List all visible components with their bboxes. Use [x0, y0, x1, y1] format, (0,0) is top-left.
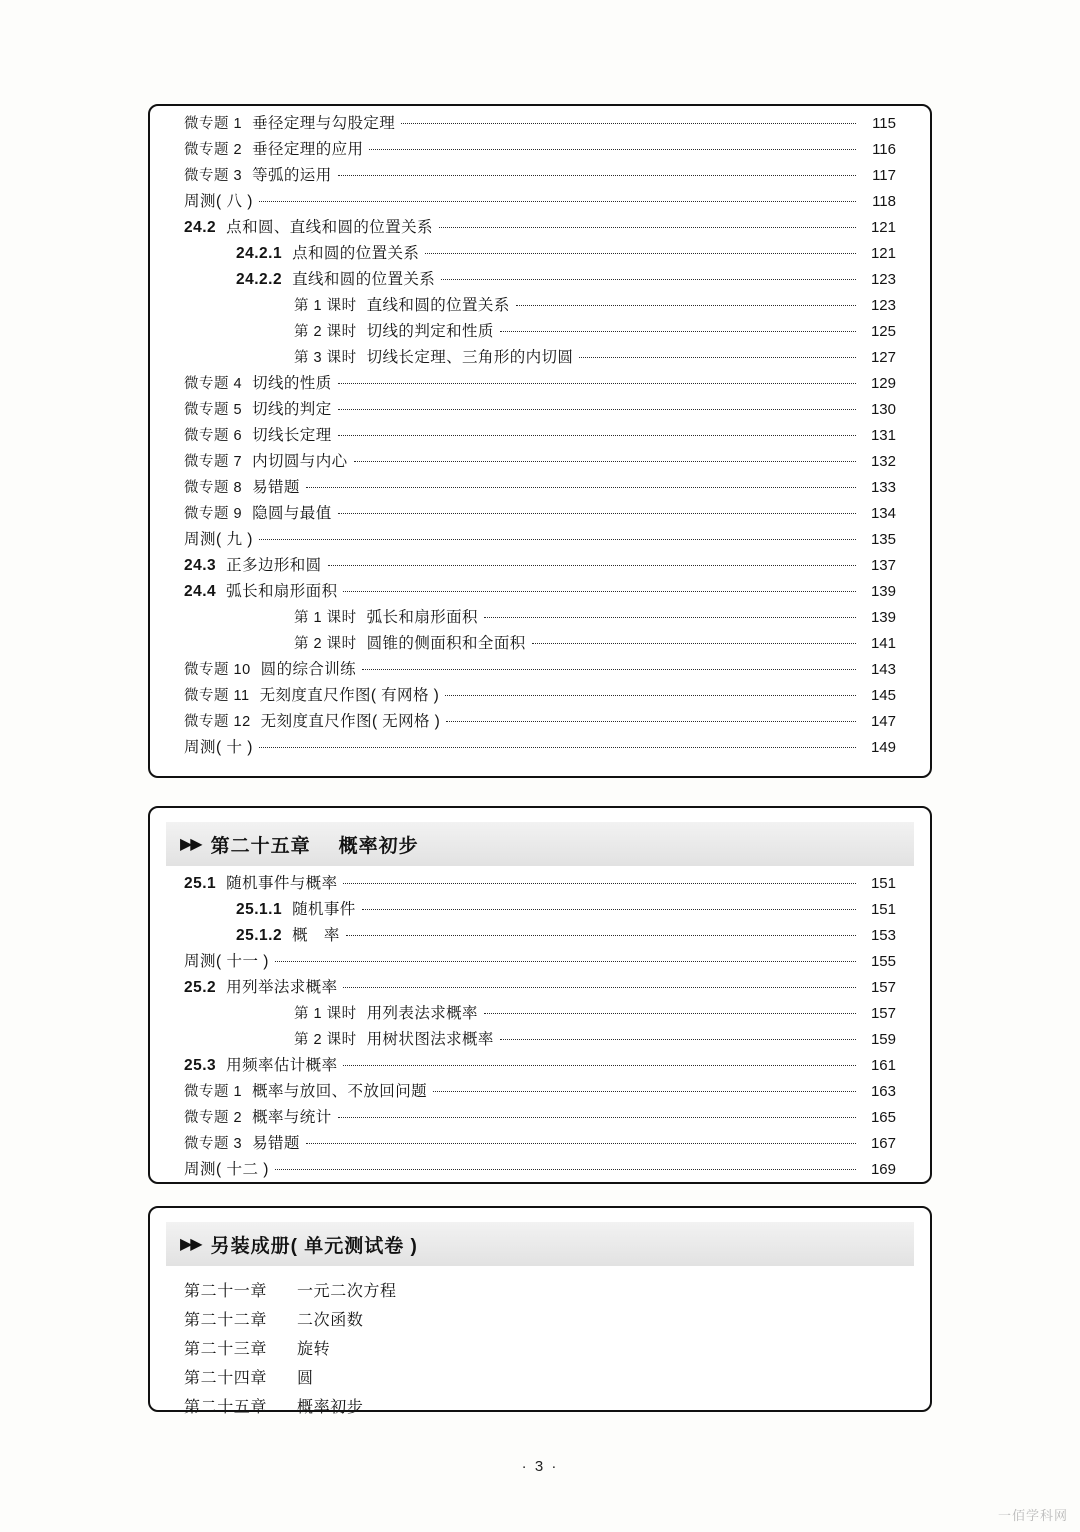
toc-entry[interactable] [184, 272, 896, 298]
toc-leader-dots [338, 409, 856, 410]
toc-entry-page-number: 137 [870, 557, 896, 574]
toc-entry-number: 微专题 4 [184, 376, 243, 392]
double-arrow-icon: ▶▶ [180, 1236, 201, 1253]
toc-entry[interactable] [184, 1110, 896, 1136]
toc-entry[interactable] [184, 428, 896, 454]
toc-entry-number: 微专题 8 [184, 480, 243, 496]
toc-entry-number: 微专题 12 [184, 714, 251, 730]
extra-booklet-item-chapter: 第二十一章 [184, 1283, 268, 1300]
toc-entry-number: 微专题 2 [184, 142, 243, 158]
toc-entry-label: 弧长和扇形面积 [226, 583, 338, 600]
extra-booklet-item-chapter: 第二十二章 [184, 1312, 268, 1329]
extra-booklet-item[interactable] [184, 1342, 896, 1371]
toc-entry-page-number: 169 [870, 1161, 896, 1178]
toc-entry-page-number: 149 [870, 739, 896, 756]
toc-entry-page-number: 157 [870, 979, 896, 996]
toc-entry-page-number: 123 [870, 271, 896, 288]
toc-entry-page-number: 139 [870, 609, 896, 626]
toc-entry[interactable] [184, 1032, 896, 1058]
toc-entry-page-number: 127 [870, 349, 896, 366]
toc-entry-label: 用列表法求概率 [366, 1005, 478, 1022]
toc-entry-page-number: 147 [870, 713, 896, 730]
toc-entry-label: 切线长定理 [252, 427, 332, 444]
toc-entry-number: 24.2 [184, 219, 217, 236]
toc-leader-dots [275, 961, 856, 962]
toc-entry[interactable] [184, 980, 896, 1006]
toc-entry-number: 25.1 [184, 875, 217, 892]
toc-entry[interactable] [184, 298, 896, 324]
extra-booklet-item-name: 旋转 [297, 1341, 331, 1358]
toc-entry[interactable] [184, 480, 896, 506]
toc-entry-label: 概率与放回、不放回问题 [252, 1083, 427, 1100]
extra-booklet-item-chapter: 第二十五章 [184, 1399, 268, 1416]
toc-entry[interactable] [184, 902, 896, 928]
toc-entry[interactable] [184, 402, 896, 428]
toc-entry-number: 微专题 5 [184, 402, 243, 418]
toc-leader-dots [362, 669, 856, 670]
toc-entry[interactable] [184, 584, 896, 610]
toc-leader-dots [439, 227, 856, 228]
toc-entry-page-number: 130 [870, 401, 896, 418]
extra-booklet-item[interactable] [184, 1400, 896, 1429]
chapter-25-number: 第二十五章 [210, 835, 311, 857]
toc-entry[interactable] [184, 928, 896, 954]
toc-leader-dots [343, 591, 856, 592]
toc-leader-dots [306, 1143, 856, 1144]
toc-entry-label: 用列举法求概率 [226, 979, 338, 996]
toc-entry-number: 24.4 [184, 583, 217, 600]
toc-entry-page-number: 123 [870, 297, 896, 314]
toc-entry-number: 周测( 十二 ) [184, 1161, 269, 1178]
toc-leader-dots [338, 175, 856, 176]
toc-entry-number: 微专题 3 [184, 168, 243, 184]
toc-entry[interactable] [184, 168, 896, 194]
toc-entry-number: 微专题 11 [184, 688, 250, 704]
toc-entry-number: 第 1 课时 [294, 298, 357, 314]
toc-entry[interactable] [184, 558, 896, 584]
toc-entry-page-number: 121 [870, 219, 896, 236]
toc-entry[interactable] [184, 324, 896, 350]
toc-entry-page-number: 141 [870, 635, 896, 652]
toc-entry-page-number: 139 [870, 583, 896, 600]
toc-entry-page-number: 133 [870, 479, 896, 496]
toc-entry[interactable] [184, 194, 896, 220]
toc-entry-number: 25.1.2 [236, 927, 283, 944]
toc-entry[interactable] [184, 610, 896, 636]
toc-entry-number: 24.2.2 [236, 271, 283, 288]
toc-entry-number: 25.1.1 [236, 901, 283, 918]
toc-entry-page-number: 118 [872, 193, 896, 210]
toc-leader-dots [306, 487, 856, 488]
toc-entry-number: 微专题 1 [184, 1084, 243, 1100]
extra-booklet-title: 另装成册( 单元测试卷 ) [210, 1235, 418, 1257]
toc-entry-label: 等弧的运用 [252, 167, 332, 184]
toc-leader-dots [338, 435, 856, 436]
toc-entry-label: 弧长和扇形面积 [366, 609, 478, 626]
toc-entry-label: 点和圆的位置关系 [292, 245, 420, 262]
toc-entry[interactable] [184, 246, 896, 272]
toc-leader-dots [401, 123, 856, 124]
toc-entry-number: 微专题 10 [184, 662, 251, 678]
toc-entry-label: 垂径定理的应用 [252, 141, 364, 158]
toc-leader-dots [425, 253, 856, 254]
toc-entry[interactable] [184, 532, 896, 558]
toc-leader-dots [343, 1065, 856, 1066]
toc-leader-dots [338, 1117, 856, 1118]
toc-leader-dots [259, 201, 856, 202]
toc-entry-label: 切线长定理、三角形的内切圆 [366, 349, 574, 366]
toc-leader-dots [441, 279, 856, 280]
toc-entry-page-number: 155 [870, 953, 896, 970]
toc-entry[interactable] [184, 1162, 896, 1188]
toc-entry-label: 概 率 [292, 927, 340, 944]
toc-entry[interactable] [184, 636, 896, 662]
chapter-24-toc-list [150, 106, 930, 766]
toc-leader-dots [259, 539, 856, 540]
toc-entry-page-number: 132 [870, 453, 896, 470]
toc-entry-page-number: 165 [870, 1109, 896, 1126]
toc-entry[interactable] [184, 506, 896, 532]
toc-entry-label: 用树状图法求概率 [366, 1031, 494, 1048]
toc-entry-page-number: 167 [870, 1135, 896, 1152]
toc-entry[interactable] [184, 714, 896, 740]
toc-entry-number: 周测( 十一 ) [184, 953, 269, 970]
toc-entry[interactable] [184, 1058, 896, 1084]
toc-entry-label: 随机事件 [292, 901, 356, 918]
toc-entry-label: 直线和圆的位置关系 [292, 271, 436, 288]
toc-entry[interactable] [184, 740, 896, 766]
toc-entry-page-number: 157 [870, 1005, 896, 1022]
extra-booklet-item-name: 圆 [297, 1370, 314, 1387]
toc-entry-number: 微专题 3 [184, 1136, 243, 1152]
toc-entry-number: 25.2 [184, 979, 217, 996]
toc-entry-label: 隐圆与最值 [252, 505, 332, 522]
toc-leader-dots [275, 1169, 856, 1170]
extra-booklet-item[interactable] [184, 1313, 896, 1342]
toc-entry-label: 无刻度直尺作图( 无网格 ) [260, 713, 441, 730]
toc-leader-dots [343, 883, 856, 884]
extra-booklet-item[interactable] [184, 1371, 896, 1400]
toc-entry-number: 微专题 2 [184, 1110, 243, 1126]
toc-entry[interactable] [184, 1084, 896, 1110]
toc-entry-label: 概率与统计 [252, 1109, 332, 1126]
chapter-24-panel [148, 104, 932, 778]
toc-entry-number: 周测( 十 ) [184, 739, 253, 756]
toc-entry-page-number: 131 [870, 427, 896, 444]
toc-entry-number: 24.2.1 [236, 245, 283, 262]
toc-entry-number: 第 2 课时 [294, 636, 357, 652]
toc-entry-page-number: 125 [870, 323, 896, 340]
toc-leader-dots [354, 461, 857, 462]
toc-entry-label: 直线和圆的位置关系 [366, 297, 510, 314]
toc-leader-dots [484, 1013, 856, 1014]
toc-entry-label: 圆锥的侧面积和全面积 [366, 635, 526, 652]
toc-entry-number: 第 1 课时 [294, 610, 357, 626]
toc-entry-label: 圆的综合训练 [260, 661, 357, 678]
toc-leader-dots [433, 1091, 856, 1092]
toc-entry[interactable] [184, 350, 896, 376]
toc-leader-dots [328, 565, 856, 566]
toc-entry-number: 第 1 课时 [294, 1006, 357, 1022]
toc-entry-label: 垂径定理与勾股定理 [252, 115, 396, 132]
toc-entry[interactable] [184, 688, 896, 714]
toc-leader-dots [259, 747, 856, 748]
toc-entry[interactable] [184, 220, 896, 246]
toc-entry-number: 周测( 九 ) [184, 531, 253, 548]
toc-leader-dots [338, 383, 856, 384]
extra-booklet-item-name: 概率初步 [297, 1399, 364, 1416]
watermark-text: 一佰学科网 [997, 1508, 1068, 1523]
toc-entry-page-number: 153 [870, 927, 896, 944]
extra-booklet-item[interactable] [184, 1284, 896, 1313]
toc-entry-number: 24.3 [184, 557, 217, 574]
toc-entry-label: 正多边形和圆 [226, 557, 322, 574]
toc-leader-dots [579, 357, 856, 358]
chapter-25-title [211, 831, 419, 858]
toc-entry-label: 用频率估计概率 [226, 1057, 338, 1074]
toc-entry-label: 内切圆与内心 [252, 453, 348, 470]
toc-entry-page-number: 135 [870, 531, 896, 548]
toc-leader-dots [346, 935, 856, 936]
toc-entry-page-number: 121 [870, 245, 896, 262]
toc-leader-dots [338, 513, 856, 514]
double-arrow-icon: ▶▶ [180, 836, 201, 853]
toc-entry-page-number: 163 [870, 1083, 896, 1100]
toc-entry-page-number: 129 [870, 375, 896, 392]
toc-entry-number: 微专题 1 [184, 116, 243, 132]
toc-entry-label: 易错题 [252, 1135, 300, 1152]
toc-leader-dots [484, 617, 856, 618]
extra-booklet-item-chapter: 第二十三章 [184, 1341, 268, 1358]
extra-booklet-item-name: 二次函数 [297, 1312, 364, 1329]
toc-leader-dots [343, 987, 856, 988]
chapter-25-header [166, 822, 914, 866]
toc-entry-label: 易错题 [252, 479, 300, 496]
toc-entry-number: 第 2 课时 [294, 324, 357, 340]
toc-entry[interactable] [184, 1136, 896, 1162]
toc-leader-dots [446, 721, 856, 722]
toc-entry-label: 切线的判定和性质 [366, 323, 494, 340]
toc-entry-label: 切线的性质 [252, 375, 332, 392]
toc-entry-number: 25.3 [184, 1057, 217, 1074]
toc-leader-dots [500, 331, 856, 332]
toc-leader-dots [532, 643, 856, 644]
extra-booklet-item-chapter: 第二十四章 [184, 1370, 268, 1387]
toc-entry-number: 微专题 6 [184, 428, 243, 444]
toc-entry-number: 微专题 9 [184, 506, 243, 522]
toc-leader-dots [445, 695, 856, 696]
toc-leader-dots [500, 1039, 856, 1040]
toc-entry[interactable] [184, 142, 896, 168]
toc-entry-page-number: 161 [870, 1057, 896, 1074]
toc-entry-number: 第 3 课时 [294, 350, 357, 366]
toc-entry-page-number: 151 [870, 875, 896, 892]
extra-booklet-header [166, 1222, 914, 1266]
toc-entry[interactable] [184, 876, 896, 902]
toc-entry-label: 随机事件与概率 [226, 875, 338, 892]
page-number: · 3 · [521, 1458, 559, 1475]
toc-entry-page-number: 116 [872, 141, 896, 158]
toc-entry[interactable] [184, 954, 896, 980]
toc-entry[interactable] [184, 116, 896, 142]
toc-entry[interactable] [184, 376, 896, 402]
toc-entry-page-number: 115 [872, 115, 896, 132]
toc-leader-dots [516, 305, 856, 306]
chapter-25-name: 概率初步 [338, 835, 419, 857]
toc-entry-page-number: 151 [870, 901, 896, 918]
extra-booklet-panel [148, 1206, 932, 1416]
toc-entry-page-number: 159 [870, 1031, 896, 1048]
toc-entry-number: 周测( 八 ) [184, 193, 253, 210]
toc-entry-label: 无刻度直尺作图( 有网格 ) [259, 687, 440, 704]
toc-entry-page-number: 145 [870, 687, 896, 704]
toc-leader-dots [369, 149, 856, 150]
toc-entry-page-number: 117 [872, 167, 896, 184]
toc-entry[interactable] [184, 662, 896, 688]
toc-entry-number: 第 2 课时 [294, 1032, 357, 1048]
toc-entry-label: 点和圆、直线和圆的位置关系 [226, 219, 433, 236]
toc-leader-dots [362, 909, 856, 910]
chapter-25-toc-list [150, 866, 930, 1188]
extra-booklet-item-name: 一元二次方程 [297, 1283, 397, 1300]
toc-entry-number: 微专题 7 [184, 454, 243, 470]
chapter-25-panel [148, 806, 932, 1184]
toc-entry-label: 切线的判定 [252, 401, 332, 418]
toc-entry-page-number: 143 [870, 661, 896, 678]
toc-entry[interactable] [184, 454, 896, 480]
toc-entry[interactable] [184, 1006, 896, 1032]
toc-entry-page-number: 134 [870, 505, 896, 522]
extra-booklet-list [150, 1266, 930, 1429]
